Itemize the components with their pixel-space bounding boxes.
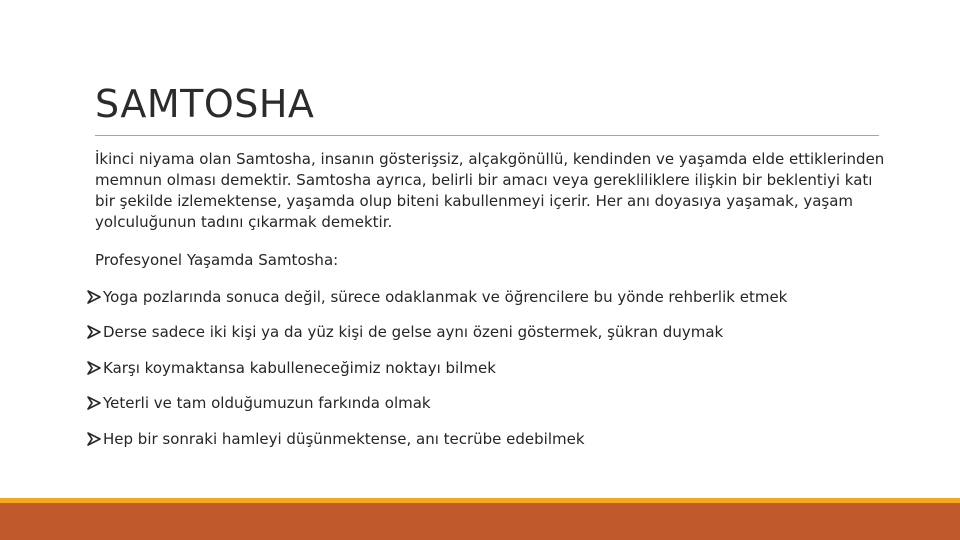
intro-paragraph: İkinci niyama olan Samtosha, insanın gösterişsiz, alçakgönüllü, kendinden ve yaşamda elde ettiklerinden memnun olması demektir. Samtosha ayrıca, belirli bir amacı veya gerekliliklere ilişkin bir beklentiyi katı bir şekilde izlemektense, yaşamda olup biteni kabullenmeyi içerir. Her anı doyasıya yaşamak, yaşam yolculuğunun tadını çıkarmak demektir. [95,150,885,231]
bullet-text: Yoga pozlarında sonuca değil, sürece odaklanmak ve öğrencilere bu yönde rehberlik etmek [103,287,788,306]
list-item [86,322,787,343]
bullet-text: Hep bir sonraki hamleyi düşünmektense, anı tecrübe edebilmek [103,429,585,448]
title-divider [95,135,879,136]
slide-title: SAMTOSHA [95,82,315,126]
arrowhead-bullet-icon [86,324,102,340]
list-item [86,286,787,307]
arrowhead-bullet-icon [86,395,102,411]
bullet-text: Yeterli ve tam olduğumuzun farkında olmak [103,394,431,412]
bullet-text: Derse sadece iki kişi ya da yüz kişi de gelse aynı özeni göstermek, şükran duymak [103,323,724,341]
list-item [86,428,787,449]
section-heading: Profesyonel Yaşamda Samtosha: [95,251,339,269]
bullet-text: Karşı koymaktansa kabulleneceğimiz noktayı bilmek [103,358,496,377]
bullet-list [86,286,787,464]
arrowhead-bullet-icon [86,360,102,376]
arrowhead-bullet-icon [86,431,102,447]
footer-band [0,503,960,540]
list-item [86,357,787,378]
list-item [86,393,787,414]
arrowhead-bullet-icon [86,289,102,305]
